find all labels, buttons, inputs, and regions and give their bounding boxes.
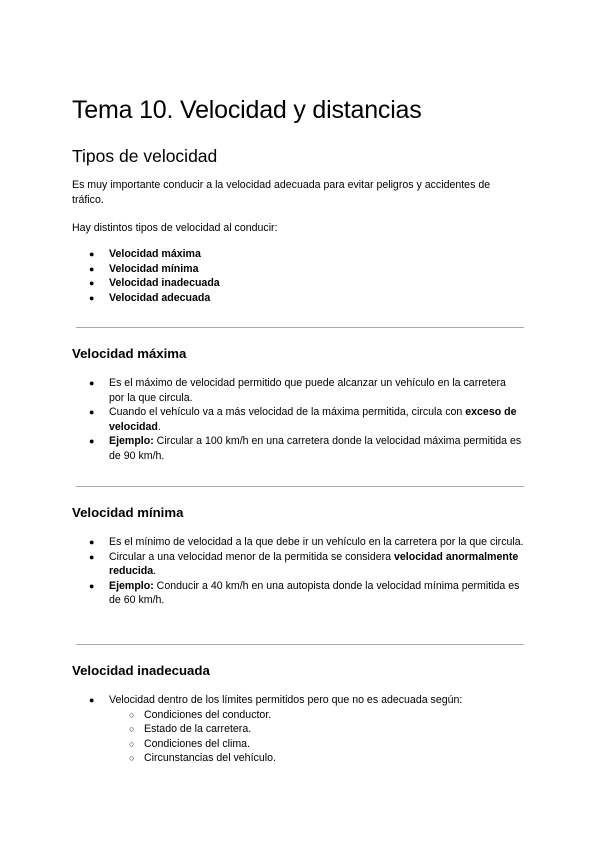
example-text: Circular a 100 km/h en una carretera donde la velocidad máxima permitida es de 90 km/h. — [109, 435, 522, 462]
sub-item-text: Condiciones del clima. — [144, 737, 250, 750]
bullet-icon: ● — [89, 580, 95, 591]
page-title: Tema 10. Velocidad y distancias — [72, 96, 422, 124]
example-label: Ejemplo: — [109, 579, 154, 592]
sub-list — [109, 708, 524, 766]
list-item — [72, 434, 524, 463]
heading-velocidad-maxima: Velocidad máxima — [72, 346, 187, 361]
bullet-icon: ● — [89, 292, 95, 303]
type-label: Velocidad adecuada — [109, 291, 211, 304]
heading-velocidad-inadecuada: Velocidad inadecuada — [72, 663, 210, 678]
minima-list — [72, 535, 524, 608]
list-item — [72, 276, 524, 291]
list-item — [72, 405, 524, 434]
intro-paragraph-2: Hay distintos tipos de velocidad al conducir: — [72, 222, 278, 234]
divider — [76, 327, 524, 328]
sub-item-text: Condiciones del conductor. — [144, 708, 272, 721]
type-label: Velocidad inadecuada — [109, 277, 220, 289]
type-label: Velocidad máxima — [109, 248, 201, 260]
types-list — [72, 247, 524, 305]
sub-item-text: Circunstancias del vehículo. — [144, 752, 276, 764]
type-label: Velocidad mínima — [109, 262, 199, 275]
list-item — [72, 247, 524, 262]
bullet-text: Circular a una velocidad menor de la permitida se considera — [109, 550, 395, 563]
bullet-icon: ● — [89, 278, 95, 288]
bullet-text: Es el máximo de velocidad permitido que puede alcanzar un vehículo en la carretera por la que circula. — [109, 377, 506, 404]
bullet-icon: ● — [89, 407, 95, 417]
bullet-bold-text: velocidad anormalmente reducida — [109, 550, 519, 577]
list-item — [72, 579, 524, 608]
hollow-bullet-icon: ○ — [129, 709, 135, 720]
maxima-list — [72, 376, 524, 463]
divider — [76, 644, 524, 645]
list-item — [72, 376, 524, 405]
bullet-text-end: . — [153, 565, 157, 577]
hollow-bullet-icon: ○ — [129, 738, 135, 749]
list-item — [72, 291, 524, 306]
list-item — [72, 535, 524, 550]
example-label: Ejemplo: — [109, 435, 154, 447]
inadecuada-list — [72, 693, 524, 766]
bullet-icon: ● — [89, 249, 95, 259]
heading-velocidad-minima: Velocidad mínima — [72, 505, 184, 520]
sub-list-item — [72, 708, 524, 723]
bullet-text: Velocidad dentro de los límites permitidos pero que no es adecuada según: — [109, 694, 463, 706]
sub-list-item — [72, 737, 524, 752]
section-heading-tipos: Tipos de velocidad — [72, 146, 218, 166]
sub-list-item — [72, 722, 524, 737]
intro-paragraph-1: Es muy importante conducir a la velocidad adecuada para evitar peligros y accidentes de tráfico. — [72, 179, 491, 206]
list-item — [72, 550, 524, 579]
bullet-icon: ● — [89, 537, 95, 547]
bullet-text-end: . — [157, 420, 161, 433]
sub-item-text: Estado de la carretera. — [144, 723, 252, 735]
list-item — [72, 693, 524, 766]
bullet-icon: ● — [89, 695, 95, 705]
bullet-icon: ● — [89, 436, 95, 446]
hollow-bullet-icon: ○ — [129, 724, 135, 734]
sub-list-item — [72, 751, 524, 766]
divider — [76, 486, 524, 487]
hollow-bullet-icon: ○ — [129, 753, 135, 763]
list-item — [72, 262, 524, 277]
bullet-icon: ● — [89, 263, 95, 274]
bullet-icon: ● — [89, 551, 95, 562]
example-text: Conducir a 40 km/h en una autopista donde la velocidad mínima permitida es de 60 km/h. — [109, 579, 520, 606]
bullet-text: Es el mínimo de velocidad a la que debe ir un vehículo en la carretera por la que circula. — [109, 536, 524, 548]
bullet-bold-text: exceso de velocidad — [109, 406, 517, 433]
bullet-text: Cuando el vehículo va a más velocidad de la máxima permitida, circula con — [109, 406, 466, 418]
bullet-icon: ● — [89, 378, 95, 388]
